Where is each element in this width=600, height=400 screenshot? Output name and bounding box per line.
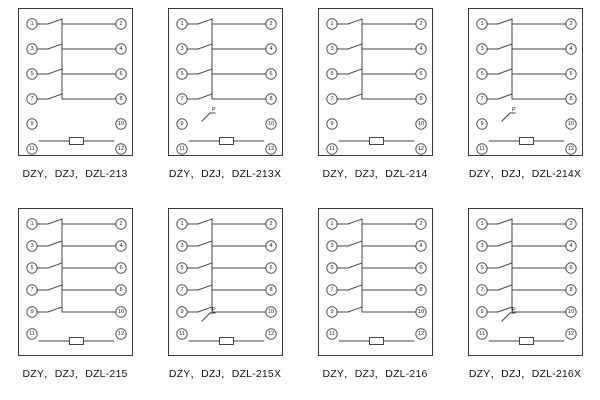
diagram-cell-dzl-214 <box>300 0 450 200</box>
pin-6 <box>266 263 276 273</box>
pin-4 <box>416 44 426 54</box>
diagram-caption-dzl-213x: DZY，DZJ，DZL-213X <box>168 168 282 180</box>
svg-text:8: 8 <box>419 287 423 294</box>
pin-8 <box>266 94 276 104</box>
svg-text:7: 7 <box>180 287 184 294</box>
svg-text:7: 7 <box>30 96 34 103</box>
pin-10 <box>416 119 426 129</box>
svg-text:5: 5 <box>480 71 484 78</box>
diagram-cell-dzl-213x <box>150 0 300 200</box>
pin-6 <box>416 69 426 79</box>
pin-7 <box>477 285 487 295</box>
pin-1 <box>177 219 187 229</box>
svg-text:6: 6 <box>119 71 123 78</box>
diagram-frame-dzl-214 <box>318 8 433 156</box>
diagram-caption-dzl-214: DZY，DZJ，DZL-214 <box>322 168 428 180</box>
pin-12 <box>416 144 426 154</box>
pin-7 <box>327 94 337 104</box>
svg-text:5: 5 <box>180 71 184 78</box>
svg-text:12: 12 <box>117 331 125 338</box>
coil-box <box>370 138 384 145</box>
pin-11 <box>177 329 187 339</box>
svg-text:11: 11 <box>479 146 485 153</box>
pin-12 <box>416 329 426 339</box>
relay-schematic <box>469 9 584 157</box>
pin-8 <box>266 285 276 295</box>
pin-4 <box>416 241 426 251</box>
svg-text:6: 6 <box>419 265 423 272</box>
diagram-frame-dzl-213x <box>168 8 283 156</box>
diagram-caption-dzl-215x: DZY，DZJ，DZL-215X <box>168 368 282 380</box>
svg-text:6: 6 <box>569 265 573 272</box>
pin-3 <box>27 44 37 54</box>
coil-marker-label: P <box>512 307 516 313</box>
svg-text:1: 1 <box>330 221 334 228</box>
svg-text:2: 2 <box>569 221 573 228</box>
svg-text:1: 1 <box>180 21 184 28</box>
svg-text:7: 7 <box>30 287 34 294</box>
svg-text:9: 9 <box>480 121 484 128</box>
diagram-frame-dzl-215 <box>18 208 133 356</box>
pin-2 <box>116 19 126 29</box>
pin-8 <box>116 94 126 104</box>
diagram-caption-dzl-214x: DZY，DZJ，DZL-214X <box>468 168 582 180</box>
svg-text:9: 9 <box>30 121 34 128</box>
svg-text:4: 4 <box>269 243 273 250</box>
svg-text:10: 10 <box>267 309 275 316</box>
svg-text:7: 7 <box>480 96 484 103</box>
svg-text:8: 8 <box>119 96 123 103</box>
diagram-frame-dzl-213 <box>18 8 133 156</box>
relay-schematic <box>319 9 434 157</box>
pin-4 <box>266 44 276 54</box>
diagram-cell-dzl-216 <box>300 200 450 400</box>
svg-text:6: 6 <box>119 265 123 272</box>
svg-text:5: 5 <box>30 265 34 272</box>
pin-5 <box>177 69 187 79</box>
svg-text:2: 2 <box>569 21 573 28</box>
pin-2 <box>266 19 276 29</box>
svg-text:1: 1 <box>480 221 484 228</box>
svg-text:9: 9 <box>330 309 334 316</box>
svg-text:4: 4 <box>419 46 423 53</box>
diagram-cell-dzl-213 <box>0 0 150 200</box>
pin-7 <box>27 94 37 104</box>
pin-6 <box>416 263 426 273</box>
pin-1 <box>327 219 337 229</box>
svg-text:11: 11 <box>329 331 335 338</box>
svg-text:4: 4 <box>269 46 273 53</box>
svg-text:11: 11 <box>479 331 485 338</box>
pin-5 <box>327 263 337 273</box>
svg-text:7: 7 <box>330 287 334 294</box>
svg-text:4: 4 <box>569 243 573 250</box>
svg-text:4: 4 <box>569 46 573 53</box>
pin-9 <box>327 307 337 317</box>
pin-12 <box>266 144 276 154</box>
diagram-cell-dzl-215x <box>150 200 300 400</box>
pin-7 <box>177 285 187 295</box>
pin-9 <box>477 307 487 317</box>
pin-7 <box>177 94 187 104</box>
svg-text:3: 3 <box>180 46 184 53</box>
svg-text:9: 9 <box>180 121 184 128</box>
pin-1 <box>27 19 37 29</box>
pin-3 <box>477 44 487 54</box>
svg-text:8: 8 <box>269 96 273 103</box>
pin-3 <box>27 241 37 251</box>
svg-text:8: 8 <box>269 287 273 294</box>
pin-12 <box>266 329 276 339</box>
svg-text:11: 11 <box>29 146 35 153</box>
pin-6 <box>116 263 126 273</box>
svg-text:8: 8 <box>119 287 123 294</box>
svg-text:2: 2 <box>419 221 423 228</box>
pin-8 <box>416 285 426 295</box>
svg-text:5: 5 <box>30 71 34 78</box>
svg-text:8: 8 <box>569 287 573 294</box>
svg-text:2: 2 <box>269 21 273 28</box>
coil-marker-label: P <box>212 107 216 113</box>
coil-box <box>220 338 234 345</box>
pin-4 <box>266 241 276 251</box>
svg-text:5: 5 <box>330 265 334 272</box>
svg-text:9: 9 <box>30 309 34 316</box>
pin-5 <box>477 69 487 79</box>
pin-1 <box>477 19 487 29</box>
pin-12 <box>116 329 126 339</box>
diagram-frame-dzl-216x <box>468 208 583 356</box>
svg-text:6: 6 <box>569 71 573 78</box>
pin-9 <box>177 307 187 317</box>
svg-text:5: 5 <box>330 71 334 78</box>
pin-10 <box>566 307 576 317</box>
pin-2 <box>416 19 426 29</box>
coil-box <box>70 338 84 345</box>
pin-3 <box>327 44 337 54</box>
pin-6 <box>266 69 276 79</box>
svg-text:10: 10 <box>117 309 125 316</box>
pin-3 <box>327 241 337 251</box>
diagram-caption-dzl-215: DZY，DZJ，DZL-215 <box>22 368 128 380</box>
pin-10 <box>266 307 276 317</box>
pin-11 <box>477 144 487 154</box>
svg-text:11: 11 <box>329 146 335 153</box>
diagram-frame-dzl-216 <box>318 208 433 356</box>
svg-text:4: 4 <box>419 243 423 250</box>
coil-box <box>370 338 384 345</box>
svg-text:3: 3 <box>330 243 334 250</box>
svg-text:2: 2 <box>119 221 123 228</box>
svg-text:12: 12 <box>117 146 125 153</box>
pin-5 <box>27 69 37 79</box>
diagram-caption-dzl-213: DZY，DZJ，DZL-213 <box>22 168 128 180</box>
pin-11 <box>477 329 487 339</box>
pin-8 <box>566 285 576 295</box>
svg-text:10: 10 <box>567 309 575 316</box>
relay-schematic <box>19 9 134 157</box>
svg-text:9: 9 <box>330 121 334 128</box>
svg-text:2: 2 <box>269 221 273 228</box>
svg-text:11: 11 <box>29 331 35 338</box>
pin-10 <box>116 119 126 129</box>
diagram-caption-dzl-216x: DZY，DZJ，DZL-216X <box>468 368 582 380</box>
relay-schematic <box>169 209 284 357</box>
pin-5 <box>27 263 37 273</box>
svg-text:3: 3 <box>180 243 184 250</box>
svg-text:3: 3 <box>480 46 484 53</box>
pin-5 <box>327 69 337 79</box>
coil-box <box>220 138 234 145</box>
svg-text:7: 7 <box>330 96 334 103</box>
pin-7 <box>327 285 337 295</box>
pin-3 <box>177 44 187 54</box>
coil-marker-label: P <box>512 107 516 113</box>
pin-1 <box>327 19 337 29</box>
svg-text:1: 1 <box>30 221 34 228</box>
pin-10 <box>116 307 126 317</box>
diagram-frame-dzl-215x <box>168 208 283 356</box>
svg-text:10: 10 <box>567 121 575 128</box>
svg-text:12: 12 <box>417 146 425 153</box>
pin-11 <box>27 329 37 339</box>
pin-11 <box>327 329 337 339</box>
pin-1 <box>27 219 37 229</box>
svg-text:1: 1 <box>180 221 184 228</box>
pin-12 <box>116 144 126 154</box>
svg-text:5: 5 <box>480 265 484 272</box>
coil-marker-label: P <box>212 307 216 313</box>
relay-schematic <box>469 209 584 357</box>
svg-text:9: 9 <box>480 309 484 316</box>
pin-7 <box>27 285 37 295</box>
pin-4 <box>116 241 126 251</box>
svg-text:10: 10 <box>117 121 125 128</box>
pin-7 <box>477 94 487 104</box>
svg-text:3: 3 <box>330 46 334 53</box>
pin-8 <box>416 94 426 104</box>
pin-4 <box>566 44 576 54</box>
pin-9 <box>27 307 37 317</box>
svg-text:12: 12 <box>567 146 575 153</box>
svg-text:3: 3 <box>480 243 484 250</box>
pin-11 <box>177 144 187 154</box>
pin-3 <box>177 241 187 251</box>
relay-schematic <box>319 209 434 357</box>
pin-2 <box>566 19 576 29</box>
svg-text:6: 6 <box>269 71 273 78</box>
pin-5 <box>477 263 487 273</box>
pin-4 <box>566 241 576 251</box>
svg-text:10: 10 <box>417 309 425 316</box>
svg-text:6: 6 <box>269 265 273 272</box>
pin-9 <box>477 119 487 129</box>
coil-box <box>520 338 534 345</box>
pin-1 <box>477 219 487 229</box>
svg-text:6: 6 <box>419 71 423 78</box>
pin-4 <box>116 44 126 54</box>
svg-text:12: 12 <box>267 146 275 153</box>
coil-box <box>70 138 84 145</box>
pin-2 <box>566 219 576 229</box>
pin-10 <box>566 119 576 129</box>
pin-8 <box>116 285 126 295</box>
diagram-caption-dzl-216: DZY，DZJ，DZL-216 <box>322 368 428 380</box>
svg-text:3: 3 <box>30 46 34 53</box>
svg-text:12: 12 <box>267 331 275 338</box>
pin-9 <box>177 119 187 129</box>
svg-text:11: 11 <box>179 146 185 153</box>
pin-12 <box>566 144 576 154</box>
pin-8 <box>566 94 576 104</box>
svg-text:7: 7 <box>180 96 184 103</box>
pin-6 <box>116 69 126 79</box>
pin-2 <box>266 219 276 229</box>
svg-text:1: 1 <box>30 21 34 28</box>
diagram-frame-dzl-214x <box>468 8 583 156</box>
relay-schematic <box>19 209 134 357</box>
pin-12 <box>566 329 576 339</box>
pin-11 <box>27 144 37 154</box>
pin-11 <box>327 144 337 154</box>
svg-text:12: 12 <box>567 331 575 338</box>
svg-text:11: 11 <box>179 331 185 338</box>
svg-text:4: 4 <box>119 243 123 250</box>
svg-text:2: 2 <box>419 21 423 28</box>
pin-5 <box>177 263 187 273</box>
svg-text:1: 1 <box>330 21 334 28</box>
svg-text:2: 2 <box>119 21 123 28</box>
pin-10 <box>266 119 276 129</box>
svg-text:1: 1 <box>480 21 484 28</box>
coil-box <box>520 138 534 145</box>
svg-text:7: 7 <box>480 287 484 294</box>
svg-text:8: 8 <box>419 96 423 103</box>
diagram-cell-dzl-214x <box>450 0 600 200</box>
svg-text:12: 12 <box>417 331 425 338</box>
svg-text:8: 8 <box>569 96 573 103</box>
pin-10 <box>416 307 426 317</box>
pin-1 <box>177 19 187 29</box>
pin-6 <box>566 263 576 273</box>
diagram-cell-dzl-216x <box>450 200 600 400</box>
pin-2 <box>416 219 426 229</box>
relay-schematic <box>169 9 284 157</box>
svg-text:10: 10 <box>417 121 425 128</box>
pin-6 <box>566 69 576 79</box>
svg-text:4: 4 <box>119 46 123 53</box>
svg-text:10: 10 <box>267 121 275 128</box>
pin-3 <box>477 241 487 251</box>
pin-2 <box>116 219 126 229</box>
svg-text:9: 9 <box>180 309 184 316</box>
diagram-cell-dzl-215 <box>0 200 150 400</box>
pin-9 <box>327 119 337 129</box>
svg-text:5: 5 <box>180 265 184 272</box>
pin-9 <box>27 119 37 129</box>
svg-text:3: 3 <box>30 243 34 250</box>
